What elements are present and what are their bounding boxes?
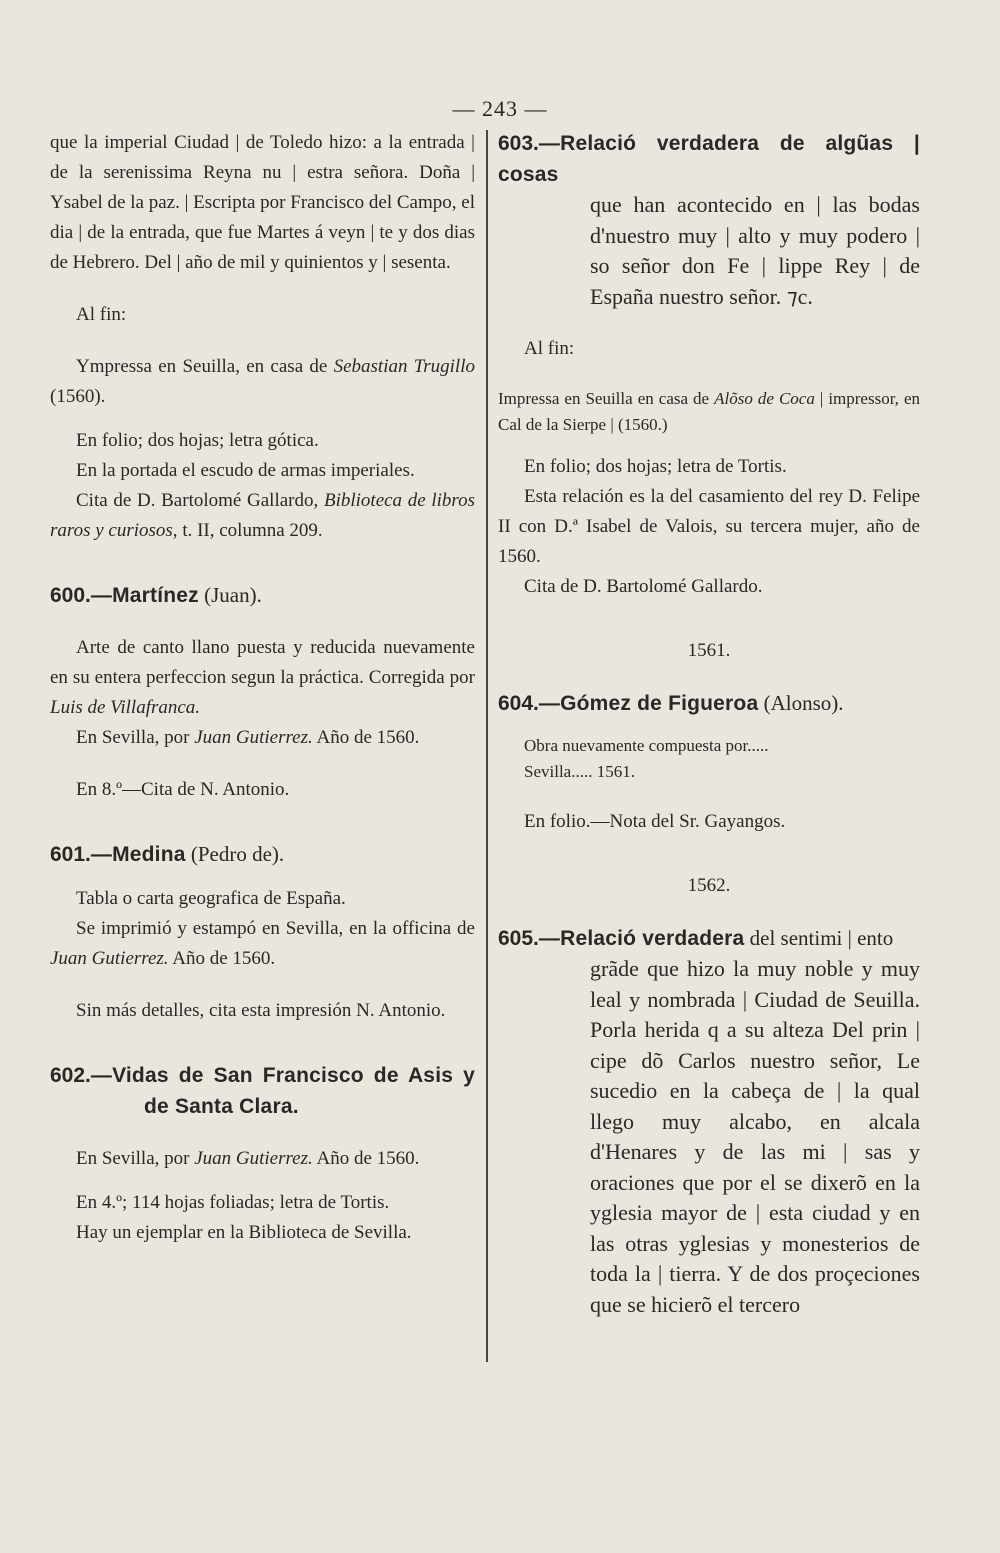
entry-author-rest: (Juan). [204, 583, 262, 607]
entry-602-copy: Hay un ejemplar en la Biblioteca de Sevilla. [76, 1222, 412, 1243]
entry-604-format: En folio.—Nota del Sr. Gayangos. [524, 811, 786, 832]
entry-number: 603. [498, 132, 539, 155]
entry-601-heading [50, 839, 475, 870]
entry-603-title-cont: que han acontecido en | las bodas d'nuestro muy | alto y muy podero | so señor don Fe | lippe Rey | de España nuestro señor. ⁊c. [590, 192, 920, 309]
imprint-printer: Juan Gutierrez. [194, 727, 313, 748]
entry-author: —Medina [90, 843, 186, 866]
entry-601-note: Sin más detalles, cita esta impresión N. Antonio. [76, 1000, 446, 1021]
imprint-year: Año de 1560. [172, 948, 276, 969]
imprint-place: Ympressa en Seuilla, en casa de [76, 356, 328, 377]
entry-600-title [50, 633, 475, 723]
entry-602-format: En 4.º; 114 hojas foliadas; letra de Tortis. [76, 1192, 390, 1213]
entry-title: —Relació verdadera [538, 927, 745, 950]
citation: Cita de D. Bartolomé Gallardo. [524, 576, 763, 597]
left-column [50, 128, 475, 1248]
entry-number: 604. [498, 692, 539, 715]
entry-601-imprint [50, 914, 475, 974]
imprint-year: Año de 1560. [316, 1148, 420, 1169]
entry-604-imprint: Sevilla..... 1561. [524, 762, 635, 781]
entry-601-title: Tabla o carta geografica de España. [76, 888, 346, 909]
citation-volume: t. II, columna 209. [182, 520, 323, 541]
year-heading-1562: 1562. [687, 875, 731, 896]
imprint-year: Año de 1560. [316, 727, 420, 748]
entry-605-title-cont: grãde que hizo la muy noble y muy leal y nombrada | Ciudad de Seuilla. Porla herida q a su alteza Del prin | cipe dõ Carlos nuestro señor, Le sucedio en la cabeça de | la qual llego muy alcabo, en alcala d'Henares y de las mi | sas y oraciones que por el se dixerõ en la yglesia mayor de | esta ciudad y en las otras yglesias y monesterios de toda la | tierra. Y de dos proçeciones que se hicierõ el tercero [590, 956, 920, 1317]
entry-600-imprint [50, 723, 475, 753]
imprint-place: En Sevilla, por [76, 727, 190, 748]
imprint-printer: Sebastian Trugillo [333, 356, 475, 377]
imprint-text [498, 386, 920, 438]
entry-600-format: En 8.º—Cita de N. Antonio. [76, 779, 290, 800]
citation-work: Biblioteca de libros raros y curiosos, [50, 490, 476, 541]
entry-title-text: Arte de canto llano puesta y reducida nuevamente en su entera perfeccion segun la práctica. Corregida por [50, 637, 475, 688]
entry-number: 600. [50, 584, 91, 607]
portada-note: En la portada el escudo de armas imperiales. [76, 460, 415, 481]
entry-603-heading [498, 128, 920, 190]
imprint-text [50, 352, 475, 412]
al-fin-label: Al fin: [76, 304, 127, 325]
entry-author-rest: (Pedro de). [190, 842, 285, 866]
entry-author: —Martínez [90, 584, 199, 607]
entry-title: —Vidas de San Francisco de Asis y de Santa Clara. [90, 1064, 475, 1118]
imprint-year: | impressor, en Cal de la Sierpe | (1560.) [498, 389, 921, 434]
entry-title: —Relació verdadera de algũas | cosas [498, 132, 920, 186]
imprint-text: Se imprimió y estampó en Sevilla, en la officina de [76, 918, 475, 939]
entry-title-rest: del sentimi | ento [749, 926, 894, 950]
imprint-place: En Sevilla, por [76, 1148, 190, 1169]
year-heading-1561: 1561. [687, 640, 731, 661]
relation-note: Esta relación es la del casamiento del rey D. Felipe II con D.ª Isabel de Valois, su tercera mujer, año de 1560. [498, 486, 920, 567]
format-note: En folio; dos hojas; letra de Tortis. [524, 456, 787, 477]
entry-604-heading [498, 688, 920, 719]
entry-number: 601. [50, 843, 91, 866]
entry-604-title: Obra nuevamente compuesta por..... [524, 736, 769, 755]
right-column [498, 128, 920, 1320]
column-divider [486, 130, 488, 1362]
citation [50, 486, 475, 546]
entry-602-imprint [50, 1144, 475, 1174]
imprint-printer: Alõso de Coca [714, 389, 815, 408]
entry-author: —Gómez de Figueroa [538, 692, 759, 715]
imprint-printer: Juan Gutierrez. [50, 948, 169, 969]
entry-602-heading [50, 1060, 475, 1122]
entry-continuation: que la imperial Ciudad | de Toledo hizo: a la entrada | de la serenissima Reyna nu | estra señora. Doña | Ysabel de la paz. | Escripta por Francisco del Campo, el dia | de la entrada, que fue Martes á veyn | te y dos dias de Hebrero. Del | año de mil y quinientos y | sesenta. [50, 132, 475, 273]
imprint-place: Impressa en Seuilla en casa de [498, 389, 710, 408]
entry-author-rest: (Alonso). [763, 691, 844, 715]
entry-605-heading [498, 923, 920, 954]
al-fin-label: Al fin: [524, 338, 575, 359]
page-number: — 243 — [452, 96, 548, 121]
citation-author: Cita de D. Bartolomé Gallardo, [76, 490, 319, 511]
format-note: En folio; dos hojas; letra gótica. [76, 430, 319, 451]
entry-600-heading [50, 580, 475, 611]
imprint-printer: Juan Gutierrez. [194, 1148, 313, 1169]
entry-number: 605. [498, 927, 539, 950]
entry-number: 602. [50, 1064, 91, 1087]
imprint-year: (1560). [50, 386, 106, 407]
entry-corrector: Luis de Villafranca. [50, 697, 201, 718]
